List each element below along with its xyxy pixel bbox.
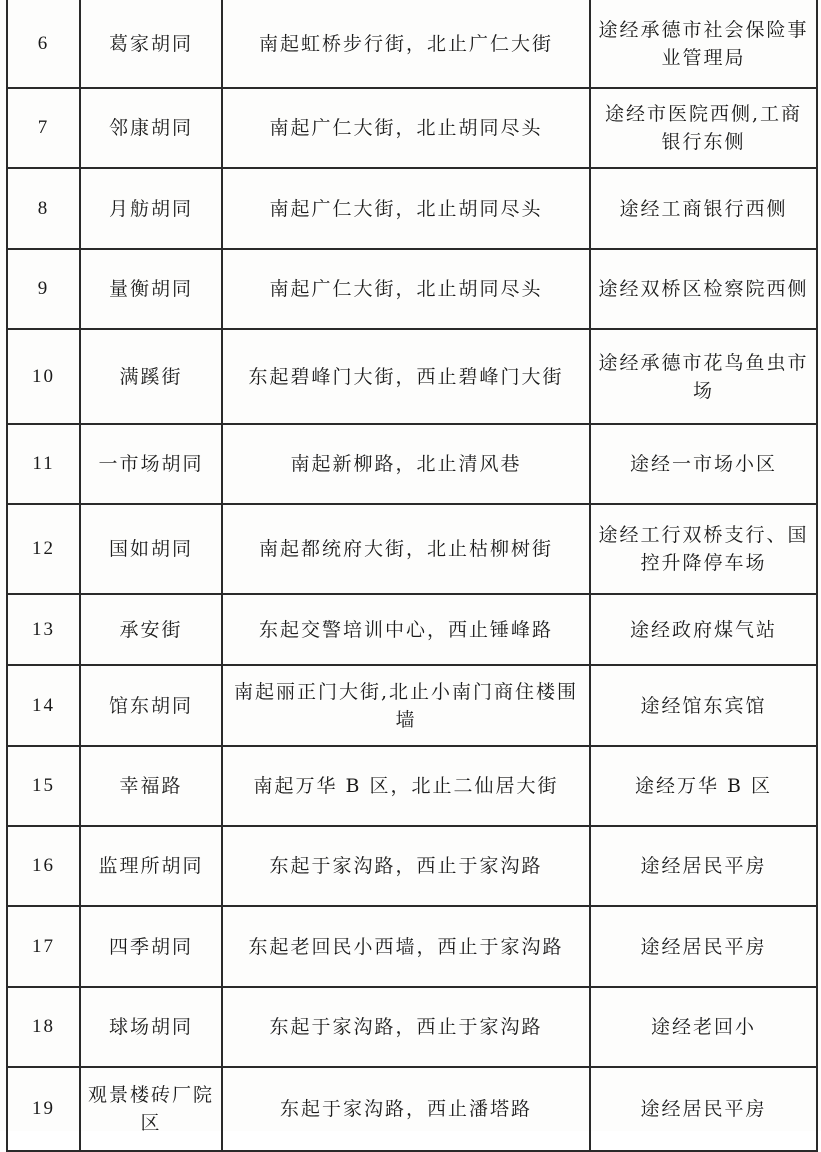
table-row (7, 1067, 817, 1151)
street-range-cell: 南起丽正门大街,北止小南门商住楼围墙 (222, 665, 590, 746)
table-row (7, 0, 817, 88)
street-range-cell: 南起万华 B 区，北止二仙居大街 (222, 746, 590, 826)
street-range-cell: 南起广仁大街，北止胡同尽头 (222, 88, 590, 168)
table-row (7, 826, 817, 906)
street-range-cell: 东起交警培训中心，西止锤峰路 (222, 594, 590, 665)
street-table-body (7, 0, 817, 1151)
table-row (7, 249, 817, 329)
street-name-cell: 量衡胡同 (80, 249, 222, 329)
street-range-cell: 东起于家沟路，西止潘塔路 (222, 1067, 590, 1151)
street-via-cell: 途经居民平房 (590, 826, 817, 906)
row-number-cell: 12 (7, 504, 80, 594)
table-row (7, 987, 817, 1067)
street-via-cell: 途经工行双桥支行、国控升降停车场 (590, 504, 817, 594)
row-number-cell: 8 (7, 168, 80, 249)
row-number-cell: 13 (7, 594, 80, 665)
street-name-cell: 球场胡同 (80, 987, 222, 1067)
street-name-cell: 满蹊街 (80, 329, 222, 424)
street-name-cell: 观景楼砖厂院区 (80, 1067, 222, 1151)
row-number-cell: 11 (7, 424, 80, 504)
street-range-cell: 南起新柳路，北止清风巷 (222, 424, 590, 504)
street-via-cell: 途经老回小 (590, 987, 817, 1067)
street-table (6, 0, 818, 1152)
table-row (7, 329, 817, 424)
row-number-cell: 18 (7, 987, 80, 1067)
street-name-cell: 四季胡同 (80, 906, 222, 987)
table-row (7, 88, 817, 168)
street-via-cell: 途经工商银行西侧 (590, 168, 817, 249)
street-range-cell: 南起虹桥步行街，北止广仁大街 (222, 0, 590, 88)
table-row (7, 906, 817, 987)
street-range-cell: 南起都统府大街，北止枯柳树街 (222, 504, 590, 594)
street-range-cell: 南起广仁大街，北止胡同尽头 (222, 249, 590, 329)
street-name-cell: 邻康胡同 (80, 88, 222, 168)
row-number-cell: 15 (7, 746, 80, 826)
table-row (7, 665, 817, 746)
table-row (7, 424, 817, 504)
row-number-cell: 17 (7, 906, 80, 987)
row-number-cell: 9 (7, 249, 80, 329)
street-name-cell: 葛家胡同 (80, 0, 222, 88)
table-row (7, 746, 817, 826)
table-row (7, 168, 817, 249)
street-via-cell: 途经承德市社会保险事业管理局 (590, 0, 817, 88)
street-name-cell: 承安街 (80, 594, 222, 665)
street-name-cell: 国如胡同 (80, 504, 222, 594)
street-name-cell: 幸福路 (80, 746, 222, 826)
street-range-cell: 东起于家沟路，西止于家沟路 (222, 987, 590, 1067)
street-via-cell: 途经双桥区检察院西侧 (590, 249, 817, 329)
street-range-cell: 东起于家沟路，西止于家沟路 (222, 826, 590, 906)
street-name-cell: 馆东胡同 (80, 665, 222, 746)
row-number-cell: 19 (7, 1067, 80, 1151)
street-via-cell: 途经馆东宾馆 (590, 665, 817, 746)
street-name-cell: 一市场胡同 (80, 424, 222, 504)
street-via-cell: 途经居民平房 (590, 1067, 817, 1151)
street-name-cell: 监理所胡同 (80, 826, 222, 906)
street-via-cell: 途经市医院西侧,工商银行东侧 (590, 88, 817, 168)
row-number-cell: 14 (7, 665, 80, 746)
row-number-cell: 16 (7, 826, 80, 906)
street-range-cell: 东起碧峰门大街，西止碧峰门大街 (222, 329, 590, 424)
table-row (7, 594, 817, 665)
street-range-cell: 东起老回民小西墙，西止于家沟路 (222, 906, 590, 987)
table-row (7, 504, 817, 594)
street-range-cell: 南起广仁大街，北止胡同尽头 (222, 168, 590, 249)
street-name-cell: 月舫胡同 (80, 168, 222, 249)
row-number-cell: 7 (7, 88, 80, 168)
row-number-cell: 10 (7, 329, 80, 424)
street-via-cell: 途经政府煤气站 (590, 594, 817, 665)
row-number-cell: 6 (7, 0, 80, 88)
street-via-cell: 途经万华 B 区 (590, 746, 817, 826)
street-via-cell: 途经居民平房 (590, 906, 817, 987)
street-via-cell: 途经一市场小区 (590, 424, 817, 504)
street-via-cell: 途经承德市花鸟鱼虫市场 (590, 329, 817, 424)
